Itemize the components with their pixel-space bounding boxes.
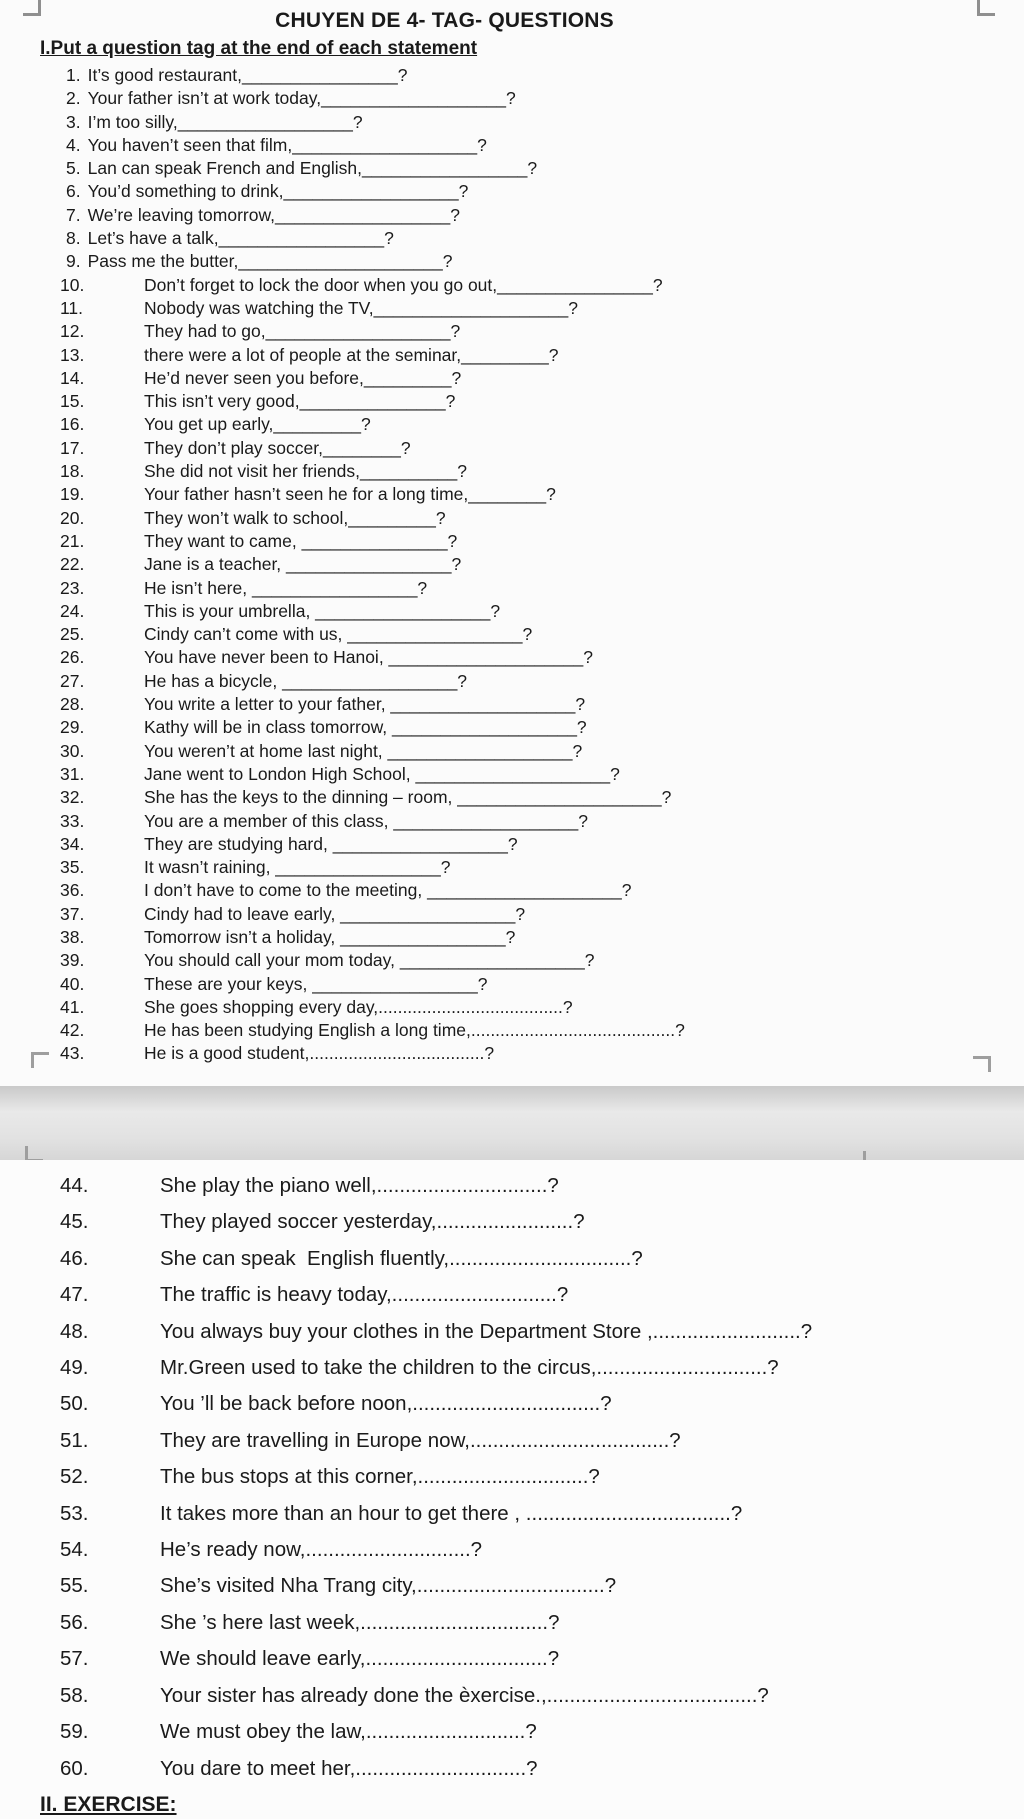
item-number: 53. bbox=[60, 1501, 89, 1525]
item-number: 43. bbox=[60, 1043, 85, 1064]
item-text: They had to go,___________________? bbox=[144, 321, 461, 342]
question-item-37 bbox=[0, 903, 1024, 926]
item-number: 35. bbox=[60, 857, 85, 878]
item-text: They played soccer yesterday,........................? bbox=[160, 1210, 585, 1234]
item-number: 20. bbox=[60, 507, 85, 528]
item-text: The bus stops at this corner,..............................? bbox=[160, 1465, 600, 1489]
question-item-10 bbox=[0, 274, 1024, 297]
item-number: 38. bbox=[60, 926, 85, 947]
question-item-4 bbox=[0, 134, 1024, 157]
item-number: 52. bbox=[60, 1465, 89, 1489]
crop-mark-page1-bottom-left bbox=[31, 1052, 49, 1068]
question-item-8 bbox=[0, 227, 1024, 250]
item-number: 25. bbox=[60, 624, 85, 645]
question-item-55 bbox=[0, 1568, 1024, 1604]
question-item-16 bbox=[0, 413, 1024, 436]
item-number: 8. bbox=[66, 228, 81, 249]
item-text: He isn’t here, _________________? bbox=[144, 577, 428, 598]
question-item-22 bbox=[0, 553, 1024, 576]
item-text: It takes more than an hour to get there , ....................................? bbox=[160, 1501, 743, 1525]
item-text: Your father hasn’t seen he for a long time,________? bbox=[144, 484, 556, 505]
question-list-1 bbox=[0, 64, 1024, 1066]
item-number: 50. bbox=[60, 1392, 89, 1416]
item-text: You’d something to drink,__________________? bbox=[87, 181, 469, 202]
question-item-35 bbox=[0, 856, 1024, 879]
item-text: You should call your mom today, ___________________? bbox=[144, 950, 595, 971]
item-number: 46. bbox=[60, 1246, 89, 1270]
question-item-53 bbox=[0, 1496, 1024, 1532]
item-number: 32. bbox=[60, 787, 85, 808]
item-number: 24. bbox=[60, 600, 85, 621]
question-item-47 bbox=[0, 1277, 1024, 1313]
item-number: 18. bbox=[60, 461, 85, 482]
question-item-32 bbox=[0, 786, 1024, 809]
item-text: Cindy had to leave early, __________________? bbox=[144, 903, 526, 924]
question-item-1 bbox=[0, 64, 1024, 87]
question-item-7 bbox=[0, 204, 1024, 227]
item-number: 49. bbox=[60, 1356, 89, 1380]
question-item-25 bbox=[0, 623, 1024, 646]
item-text: She play the piano well,..............................? bbox=[160, 1174, 559, 1197]
question-item-30 bbox=[0, 740, 1024, 763]
question-item-20 bbox=[0, 507, 1024, 530]
item-number: 40. bbox=[60, 973, 85, 994]
item-text: They want to came, _______________? bbox=[144, 530, 458, 551]
item-text: You are a member of this class, ___________________? bbox=[144, 810, 588, 831]
item-number: 37. bbox=[60, 903, 85, 924]
item-text: Jane went to London High School, ____________________? bbox=[144, 763, 620, 784]
item-text: Nobody was watching the TV,____________________? bbox=[144, 297, 578, 318]
question-item-40 bbox=[0, 973, 1024, 996]
item-text: These are your keys, _________________? bbox=[144, 973, 488, 994]
item-text: He has been studying English a long time,..........................................? bbox=[144, 1020, 685, 1041]
question-item-29 bbox=[0, 716, 1024, 739]
item-text: We should leave early,................................? bbox=[160, 1647, 560, 1671]
question-item-45 bbox=[0, 1204, 1024, 1240]
item-text: It’s good restaurant,________________? bbox=[87, 65, 408, 85]
item-text: You always buy your clothes in the Department Store ,..........................? bbox=[160, 1319, 813, 1343]
item-number: 23. bbox=[60, 577, 85, 598]
item-text: She goes shopping every day,......................................? bbox=[144, 996, 573, 1017]
item-number: 22. bbox=[60, 554, 85, 575]
item-number: 42. bbox=[60, 1020, 85, 1041]
question-item-52 bbox=[0, 1459, 1024, 1495]
item-text: You have never been to Hanoi, ____________________? bbox=[144, 647, 593, 668]
question-item-50 bbox=[0, 1386, 1024, 1422]
item-text: This is your umbrella, __________________? bbox=[144, 600, 501, 621]
question-item-48 bbox=[0, 1314, 1024, 1350]
question-item-49 bbox=[0, 1350, 1024, 1386]
item-number: 39. bbox=[60, 950, 85, 971]
item-text: He has a bicycle, __________________? bbox=[144, 670, 468, 691]
question-item-57 bbox=[0, 1641, 1024, 1677]
item-number: 36. bbox=[60, 880, 85, 901]
item-number: 59. bbox=[60, 1720, 89, 1744]
item-number: 7. bbox=[66, 204, 81, 225]
item-number: 58. bbox=[60, 1683, 89, 1707]
question-item-14 bbox=[0, 367, 1024, 390]
item-number: 12. bbox=[60, 321, 85, 342]
item-text: We’re leaving tomorrow,__________________? bbox=[87, 204, 460, 225]
question-item-6 bbox=[0, 180, 1024, 203]
question-item-46 bbox=[0, 1241, 1024, 1277]
item-number: 54. bbox=[60, 1538, 89, 1562]
question-item-42 bbox=[0, 1019, 1024, 1042]
question-item-43 bbox=[0, 1042, 1024, 1065]
item-text: This isn’t very good,_______________? bbox=[144, 391, 456, 412]
item-text: You write a letter to your father, ___________________? bbox=[144, 694, 586, 715]
item-text: He is a good student,....................................? bbox=[144, 1043, 495, 1064]
item-text: Your sister has already done the èxercise.,.....................................? bbox=[160, 1683, 769, 1707]
question-item-12 bbox=[0, 320, 1024, 343]
item-text: They are studying hard, __________________? bbox=[144, 833, 518, 854]
page-title: CHUYEN DE 4- TAG- QUESTIONS bbox=[275, 9, 614, 32]
item-text: You haven’t seen that film,___________________? bbox=[87, 134, 487, 155]
question-item-13 bbox=[0, 344, 1024, 367]
crop-mark-page1-bottom-right bbox=[973, 1056, 991, 1072]
question-item-38 bbox=[0, 926, 1024, 949]
item-number: 14. bbox=[60, 367, 85, 388]
question-item-11 bbox=[0, 297, 1024, 320]
item-text: Cindy can’t come with us, __________________? bbox=[144, 624, 533, 645]
question-item-41 bbox=[0, 996, 1024, 1019]
item-text: She ’s here last week,.................................? bbox=[160, 1610, 560, 1634]
question-item-23 bbox=[0, 577, 1024, 600]
question-item-33 bbox=[0, 810, 1024, 833]
item-number: 60. bbox=[60, 1756, 89, 1780]
question-list-2 bbox=[0, 1168, 1024, 1787]
worksheet-page-2 bbox=[0, 1160, 1024, 1819]
item-number: 3. bbox=[66, 111, 81, 132]
item-text: Jane is a teacher, _________________? bbox=[144, 554, 462, 575]
question-item-17 bbox=[0, 437, 1024, 460]
question-item-60 bbox=[0, 1751, 1024, 1787]
item-text: He’s ready now,.............................? bbox=[160, 1538, 483, 1562]
item-number: 19. bbox=[60, 484, 85, 505]
page-break-gap bbox=[0, 1086, 1024, 1160]
item-number: 6. bbox=[66, 181, 81, 202]
item-text: They are travelling in Europe now,...................................? bbox=[160, 1428, 681, 1452]
item-number: 56. bbox=[60, 1610, 89, 1634]
item-text: She can speak English fluently,................................? bbox=[160, 1246, 643, 1270]
question-item-5 bbox=[0, 157, 1024, 180]
item-number: 48. bbox=[60, 1319, 89, 1343]
item-text: She has the keys to the dinning – room, _____________________? bbox=[144, 787, 672, 808]
item-text: I’m too silly,__________________? bbox=[87, 111, 363, 132]
question-item-18 bbox=[0, 460, 1024, 483]
question-item-59 bbox=[0, 1714, 1024, 1750]
item-number: 29. bbox=[60, 717, 85, 738]
item-text: They won’t walk to school,_________? bbox=[144, 507, 446, 528]
question-item-36 bbox=[0, 879, 1024, 902]
question-item-44 bbox=[0, 1168, 1024, 1204]
item-number: 13. bbox=[60, 344, 85, 365]
item-number: 57. bbox=[60, 1647, 89, 1671]
question-item-51 bbox=[0, 1423, 1024, 1459]
item-text: Mr.Green used to take the children to the circus,..............................? bbox=[160, 1356, 779, 1380]
item-number: 45. bbox=[60, 1210, 89, 1234]
question-item-39 bbox=[0, 949, 1024, 972]
item-text: She did not visit her friends,__________? bbox=[144, 461, 468, 482]
question-item-34 bbox=[0, 833, 1024, 856]
item-number: 28. bbox=[60, 694, 85, 715]
item-number: 16. bbox=[60, 414, 85, 435]
item-number: 1. bbox=[66, 65, 81, 85]
item-number: 47. bbox=[60, 1283, 89, 1307]
question-item-15 bbox=[0, 390, 1024, 413]
item-number: 15. bbox=[60, 391, 85, 412]
item-number: 31. bbox=[60, 763, 85, 784]
item-number: 5. bbox=[66, 158, 81, 179]
question-item-19 bbox=[0, 483, 1024, 506]
item-text: I don’t have to come to the meeting, ____________________? bbox=[144, 880, 632, 901]
item-text: She’s visited Nha Trang city,.................................? bbox=[160, 1574, 617, 1598]
item-number: 21. bbox=[60, 530, 85, 551]
item-text: You ’ll be back before noon,.................................? bbox=[160, 1392, 612, 1416]
item-text: We must obey the law,............................? bbox=[160, 1720, 537, 1744]
item-number: 17. bbox=[60, 437, 85, 458]
question-item-9 bbox=[0, 250, 1024, 273]
item-number: 33. bbox=[60, 810, 85, 831]
item-number: 41. bbox=[60, 996, 85, 1017]
item-text: Kathy will be in class tomorrow, ___________________? bbox=[144, 717, 587, 738]
question-item-27 bbox=[0, 670, 1024, 693]
section-ii-heading: II. EXERCISE: bbox=[40, 1792, 177, 1816]
item-text: You dare to meet her,..............................? bbox=[160, 1756, 538, 1780]
item-number: 10. bbox=[60, 274, 85, 295]
item-text: Your father isn’t at work today,___________________? bbox=[87, 88, 516, 109]
item-text: Let’s have a talk,_________________? bbox=[87, 228, 394, 249]
question-item-28 bbox=[0, 693, 1024, 716]
item-text: Pass me the butter,_____________________? bbox=[87, 251, 453, 272]
item-text: It wasn’t raining, _________________? bbox=[144, 857, 451, 878]
item-text: Don’t forget to lock the door when you go out,________________? bbox=[144, 274, 663, 295]
item-text: there were a lot of people at the seminar,_________? bbox=[144, 344, 559, 365]
question-item-26 bbox=[0, 646, 1024, 669]
item-number: 27. bbox=[60, 670, 85, 691]
item-text: You get up early,_________? bbox=[144, 414, 371, 435]
question-item-2 bbox=[0, 87, 1024, 110]
question-item-3 bbox=[0, 111, 1024, 134]
item-number: 30. bbox=[60, 740, 85, 761]
question-item-31 bbox=[0, 763, 1024, 786]
question-item-24 bbox=[0, 600, 1024, 623]
item-number: 26. bbox=[60, 647, 85, 668]
question-item-54 bbox=[0, 1532, 1024, 1568]
item-number: 11. bbox=[60, 297, 84, 318]
section-i-heading: I.Put a question tag at the end of each statement bbox=[40, 38, 478, 59]
item-number: 34. bbox=[60, 833, 85, 854]
item-text: They don’t play soccer,________? bbox=[144, 437, 411, 458]
question-item-58 bbox=[0, 1678, 1024, 1714]
item-text: You weren’t at home last night, ___________________? bbox=[144, 740, 583, 761]
item-number: 44. bbox=[60, 1174, 89, 1197]
item-number: 4. bbox=[66, 134, 81, 155]
item-text: He’d never seen you before,_________? bbox=[144, 367, 462, 388]
item-number: 2. bbox=[66, 88, 81, 109]
item-number: 9. bbox=[66, 251, 81, 272]
item-number: 51. bbox=[60, 1428, 89, 1452]
question-item-56 bbox=[0, 1605, 1024, 1641]
item-text: Lan can speak French and English,_________________? bbox=[87, 158, 538, 179]
item-text: Tomorrow isn’t a holiday, _________________? bbox=[144, 926, 516, 947]
item-number: 55. bbox=[60, 1574, 89, 1598]
item-text: The traffic is heavy today,.............................? bbox=[160, 1283, 569, 1307]
question-item-21 bbox=[0, 530, 1024, 553]
